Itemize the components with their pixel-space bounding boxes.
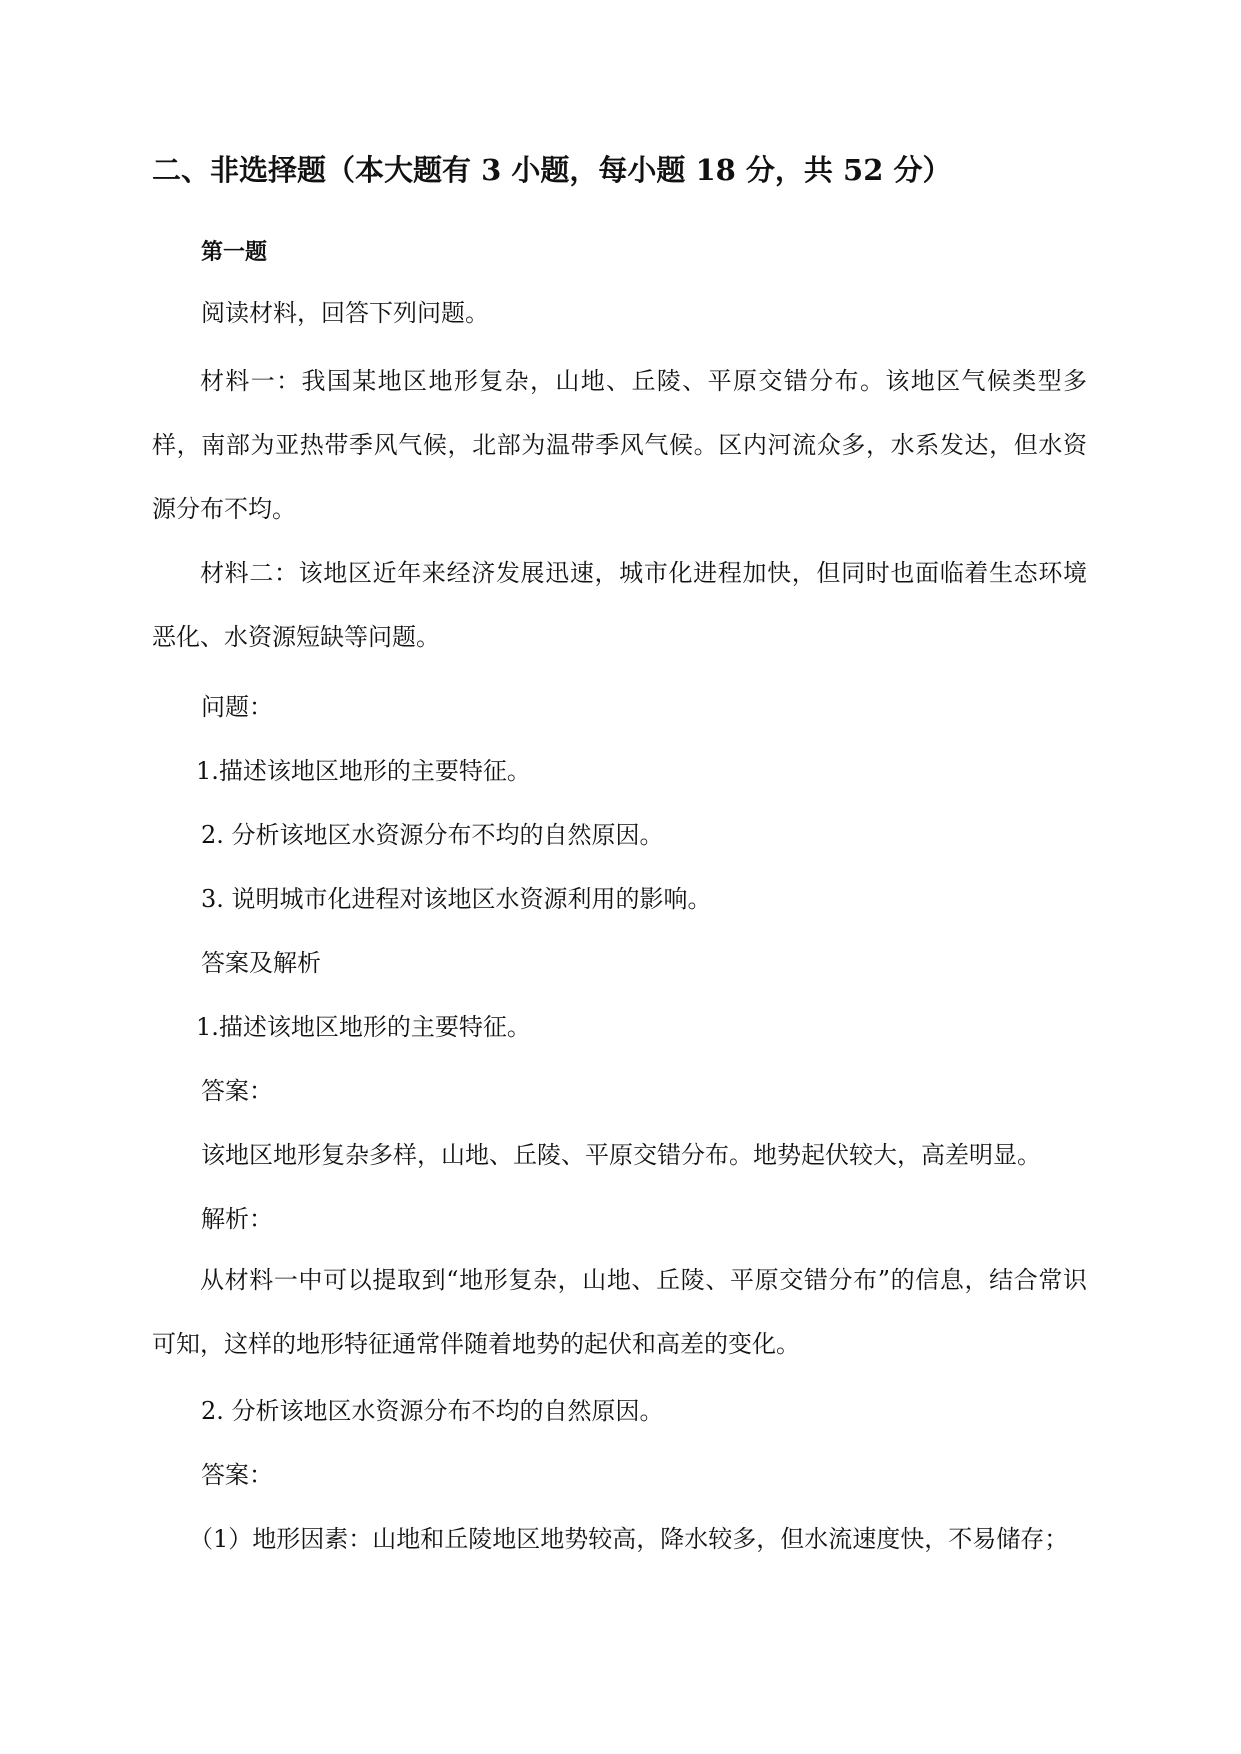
answer-one-text: 该地区地形复杂多样，山地、丘陵、平原交错分布。地势起伏较大，高差明显。 [201,1141,1041,1169]
analysis-one-label: 解析： [201,1205,273,1233]
analysis-one-paragraph: 从材料一中可以提取到“地形复杂，山地、丘陵、平原交错分布”的信息，结合常识可知，这样的地形特征通常伴随着地势的起伏和高差的变化。 [152,1266,1087,1358]
intro-text: 阅读材料，回答下列问题。 [201,299,489,327]
question-title: 第一题 [201,239,268,265]
answer-section-label: 答案及解析 [201,949,321,977]
question-item-1: 1.描述该地区地形的主要特征。 [196,757,531,785]
answer-two-point-one: （1）地形因素：山地和丘陵地区地势较高，降水较多，但水流速度快，不易储存； [189,1525,1069,1553]
questions-label: 问题： [201,693,273,721]
answer-one-question: 1.描述该地区地形的主要特征。 [196,1013,531,1041]
section-heading: 二、非选择题（本大题有 3 小题，每小题 18 分，共 52 分） [152,153,952,187]
answer-two-label: 答案： [201,1461,273,1489]
answer-one-label: 答案： [201,1077,273,1105]
question-item-2: 2. 分析该地区水资源分布不均的自然原因。 [201,821,664,849]
material-one-paragraph: 材料一：我国某地区地形复杂，山地、丘陵、平原交错分布。该地区气候类型多样，南部为亚热带季风气候，北部为温带季风气候。区内河流众多，水系发达，但水资源分布不均。 [152,367,1087,523]
material-two-paragraph: 材料二：该地区近年来经济发展迅速，城市化进程加快，但同时也面临着生态环境恶化、水资源短缺等问题。 [152,559,1087,651]
answer-two-question: 2. 分析该地区水资源分布不均的自然原因。 [201,1397,664,1425]
question-item-3: 3. 说明城市化进程对该地区水资源利用的影响。 [201,885,712,913]
